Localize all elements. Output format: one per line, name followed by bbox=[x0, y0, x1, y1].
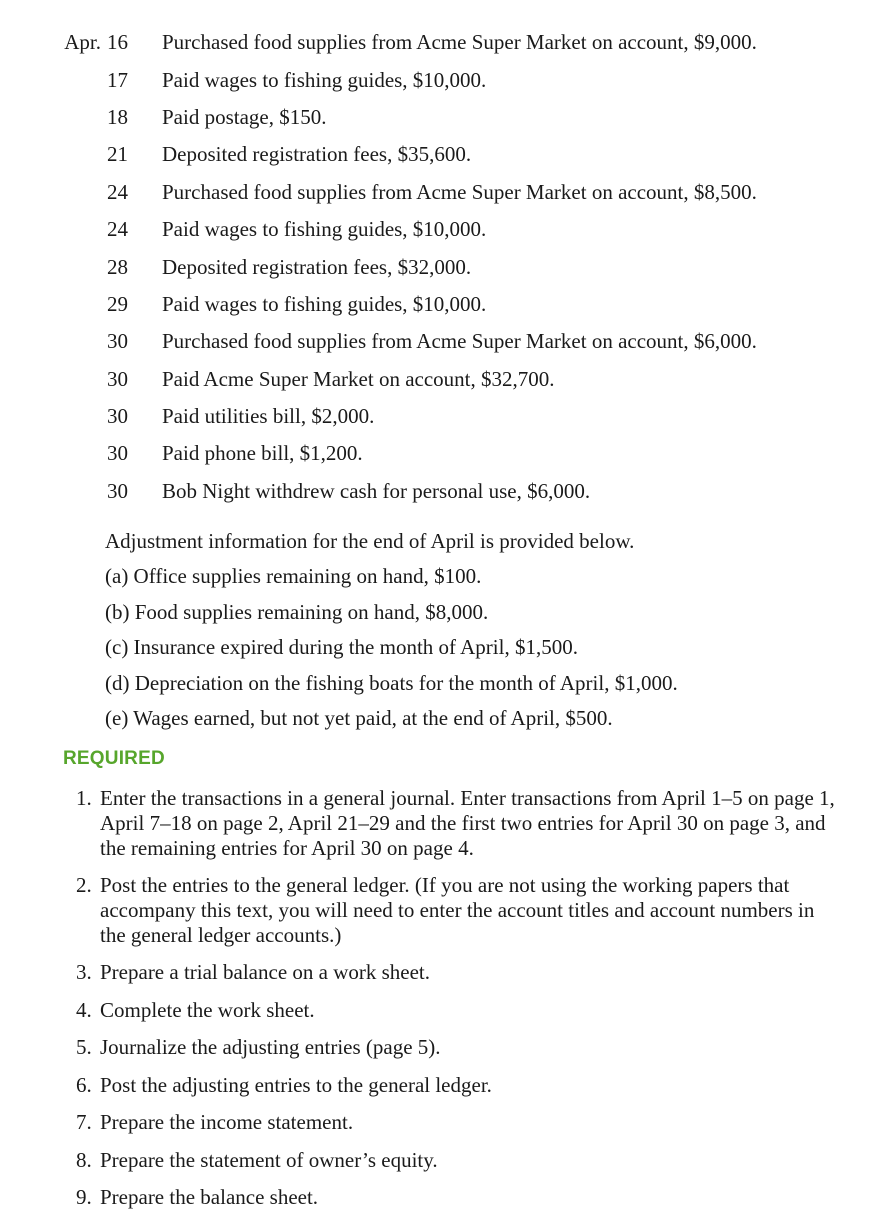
transaction-row bbox=[0, 99, 880, 136]
transaction-day: 24 bbox=[107, 217, 128, 242]
adjustment-intro: Adjustment information for the end of April is provided below. bbox=[105, 529, 635, 553]
step-text: Enter the transactions in a general journal. Enter transactions from April 1–5 on page 1, April 7–18 on page 2, April 21–29 and the first two entries for April 30 on page 3, and the remaining entries for April 30 on page 4. bbox=[100, 786, 835, 860]
transaction-description: Bob Night withdrew cash for personal use, $6,000. bbox=[162, 478, 591, 503]
transaction-date bbox=[0, 217, 128, 242]
step-text: Prepare the balance sheet. bbox=[100, 1185, 319, 1209]
transaction-day: 30 bbox=[107, 329, 128, 354]
required-step bbox=[0, 1073, 880, 1098]
transaction-description: Deposited registration fees, $35,600. bbox=[162, 142, 472, 167]
adjustment-item: (d) Depreciation on the fishing boats for the month of April, $1,000. bbox=[105, 670, 678, 695]
transaction-row bbox=[0, 473, 880, 510]
transaction-row bbox=[0, 248, 880, 285]
step-number: 9. bbox=[76, 1185, 92, 1209]
transaction-date bbox=[0, 255, 128, 280]
step-text: Prepare the statement of owner’s equity. bbox=[100, 1147, 438, 1172]
adjustment-section bbox=[105, 523, 865, 737]
transaction-date bbox=[0, 404, 128, 429]
transaction-description: Paid wages to fishing guides, $10,000. bbox=[162, 217, 487, 242]
step-number: 6. bbox=[76, 1072, 92, 1097]
transaction-description: Purchased food supplies from Acme Super Market on account, $8,500. bbox=[162, 179, 757, 204]
transaction-day: 18 bbox=[107, 104, 128, 129]
transaction-description: Deposited registration fees, $32,000. bbox=[162, 254, 472, 279]
transaction-row bbox=[0, 361, 880, 398]
required-heading: REQUIRED bbox=[63, 748, 165, 769]
step-text: Post the entries to the general ledger. (If you are not using the working papers that accompany this text, you will need to enter the account titles and account numbers in the general ledger accounts.) bbox=[100, 873, 815, 947]
step-text: Complete the work sheet. bbox=[100, 997, 315, 1022]
step-text: Journalize the adjusting entries (page 5). bbox=[100, 1035, 441, 1059]
step-text: Prepare the income statement. bbox=[100, 1110, 354, 1134]
transaction-day: 21 bbox=[107, 142, 128, 167]
required-step bbox=[0, 1035, 880, 1060]
step-number: 4. bbox=[76, 997, 92, 1022]
transaction-row bbox=[0, 24, 880, 61]
transaction-day: 24 bbox=[107, 179, 128, 204]
required-step bbox=[0, 873, 880, 948]
transaction-description: Paid wages to fishing guides, $10,000. bbox=[162, 67, 487, 92]
transaction-description: Purchased food supplies from Acme Super Market on account, $6,000. bbox=[162, 329, 757, 354]
adjustment-item: (a) Office supplies remaining on hand, $100. bbox=[105, 564, 482, 588]
required-step bbox=[0, 960, 880, 985]
transaction-day: 29 bbox=[107, 291, 128, 316]
transaction-day: 30 bbox=[107, 441, 128, 466]
transaction-day: 28 bbox=[107, 254, 128, 279]
transaction-description: Purchased food supplies from Acme Super Market on account, $9,000. bbox=[162, 30, 757, 55]
transaction-description: Paid postage, $150. bbox=[162, 104, 327, 129]
transaction-day: 16 bbox=[107, 30, 128, 55]
required-step bbox=[0, 1110, 880, 1135]
transaction-date bbox=[0, 367, 128, 392]
step-number: 8. bbox=[76, 1147, 92, 1172]
transaction-day: 30 bbox=[107, 478, 128, 503]
required-step bbox=[0, 1185, 880, 1210]
transaction-date bbox=[0, 105, 128, 130]
transaction-date bbox=[0, 30, 128, 55]
transaction-list bbox=[0, 24, 880, 510]
transaction-description: Paid phone bill, $1,200. bbox=[162, 441, 363, 466]
transaction-date bbox=[0, 142, 128, 167]
required-step bbox=[0, 786, 880, 861]
transaction-day: 30 bbox=[107, 366, 128, 391]
transaction-date bbox=[0, 292, 128, 317]
transaction-date bbox=[0, 479, 128, 504]
required-step bbox=[0, 998, 880, 1023]
required-steps-list bbox=[0, 786, 880, 1210]
step-number: 3. bbox=[76, 960, 92, 984]
transaction-description: Paid utilities bill, $2,000. bbox=[162, 404, 375, 429]
transaction-row bbox=[0, 398, 880, 435]
transaction-date bbox=[0, 68, 128, 93]
transaction-description: Paid Acme Super Market on account, $32,700. bbox=[162, 366, 555, 391]
transaction-row bbox=[0, 435, 880, 472]
step-number: 7. bbox=[76, 1110, 92, 1134]
transaction-day: 17 bbox=[107, 67, 128, 92]
transaction-month: Apr. bbox=[64, 30, 101, 55]
step-text: Post the adjusting entries to the general ledger. bbox=[100, 1072, 492, 1097]
transaction-date bbox=[0, 329, 128, 354]
transaction-day: 30 bbox=[107, 404, 128, 429]
transaction-row bbox=[0, 211, 880, 248]
transaction-row bbox=[0, 286, 880, 323]
transaction-description: Paid wages to fishing guides, $10,000. bbox=[162, 291, 487, 316]
step-number: 5. bbox=[76, 1035, 92, 1059]
transaction-row bbox=[0, 136, 880, 173]
transaction-row bbox=[0, 174, 880, 211]
adjustment-item: (b) Food supplies remaining on hand, $8,000. bbox=[105, 599, 489, 624]
adjustment-item: (e) Wages earned, but not yet paid, at the end of April, $500. bbox=[105, 706, 613, 730]
transaction-row bbox=[0, 61, 880, 98]
required-step bbox=[0, 1148, 880, 1173]
step-number: 1. bbox=[76, 786, 92, 810]
transaction-date bbox=[0, 441, 128, 466]
step-number: 2. bbox=[76, 873, 92, 897]
step-text: Prepare a trial balance on a work sheet. bbox=[100, 960, 431, 984]
transaction-date bbox=[0, 180, 128, 205]
adjustment-item: (c) Insurance expired during the month of April, $1,500. bbox=[105, 635, 578, 659]
transaction-row bbox=[0, 323, 880, 360]
